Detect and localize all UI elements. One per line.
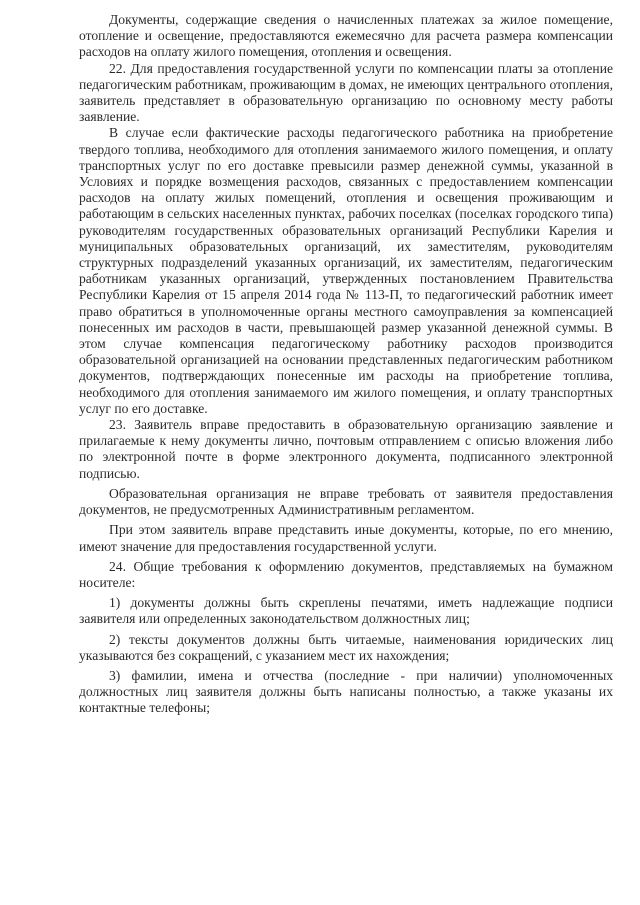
paragraph-no-extra-documents: Образовательная организация не вправе требовать от заявителя предоставления документов, не предусмотренных Административным регламентом. xyxy=(79,485,613,518)
paragraph-22-heating-compensation: 22. Для предоставления государственной услуги по компенсации платы за отопление педагогическим работникам, проживающим в домах, не имеющих центрального отопления, заявитель представляет в образовательную организацию по основному месту работы заявление. xyxy=(79,60,613,125)
list-item-requirement-1: 1) документы должны быть скреплены печатями, иметь надлежащие подписи заявителя или определенных законодательством должностных лиц; xyxy=(79,595,613,627)
list-item-requirement-2: 2) тексты документов должны быть читаемые, наименования юридических лиц указываются без сокращений, с указанием мест их нахождения; xyxy=(79,631,613,663)
paragraph-excess-expenses: В случае если фактические расходы педагогического работника на приобретение твердого топлива, необходимого для отопления занимаемого жилого помещения, и оплату транспортных услуг по его доставке превысили размер денежной суммы, указанной в Условиях и порядке возмещения расходов, связанных с предоставлением компенсации расходов на оплату жилых помещений, отопления и освещения проживающим и работающим в сельских населенных пунктах, рабочих поселках (поселках городского типа) руководителям государственных образовательных организаций Республики Карелия и муниципальных образовательных организаций, их заместителям, руководителям структурных подразделений указанных организаций, их заместителям, педагогическим работникам указанных организаций, утвержденных постановлением Правительства Республики Карелия от 15 апреля 2014 года № 113-П, то педагогический работник имеет право обратиться в уполномоченные органы местного самоуправления за компенсацией понесенных им расходов в части, превышающей размер указанной денежной суммы. В этом случае компенсация педагогическому работнику расходов производится образовательной организацией на основании представленных педагогическим работником документов, подтверждающих понесенные им расходы на приобретение топлива, необходимого для отопления занимаемого им жилого помещения, и оплату транспортных услуг по его доставке. xyxy=(79,125,613,416)
paragraph-23-submission: 23. Заявитель вправе предоставить в образовательную организацию заявление и прилагаемые к нему документы лично, почтовым отправлением с описью вложения либо по электронной почте в форме электронного документа, подписанного электронной подписью. xyxy=(79,417,613,481)
paragraph-payment-documents: Документы, содержащие сведения о начисленных платежах за жилое помещение, отопление и освещение, предоставляются ежемесячно для расчета размера компенсации расходов на оплату жилого помещения, отопления и освещения. xyxy=(79,12,613,60)
list-item-requirement-3: 3) фамилии, имена и отчества (последние - при наличии) уполномоченных должностных лиц заявителя должны быть написаны полностью, а также указаны их контактные телефоны; xyxy=(79,667,613,716)
paragraph-24-general-requirements: 24. Общие требования к оформлению документов, представляемых на бумажном носителе: xyxy=(79,558,613,590)
document-page xyxy=(79,12,613,717)
paragraph-additional-documents: При этом заявитель вправе представить иные документы, которые, по его мнению, имеют значение для предоставления государственной услуги. xyxy=(79,522,613,554)
